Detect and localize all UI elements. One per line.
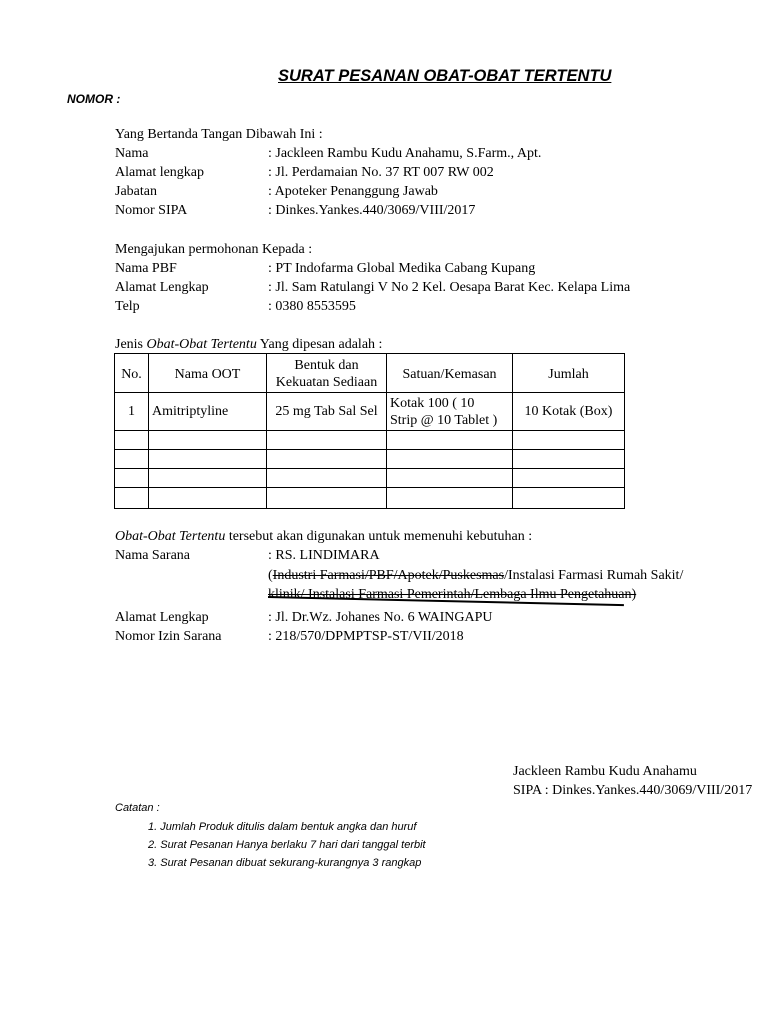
- nomor-label: NOMOR :: [67, 92, 121, 106]
- signatory-position-label: Jabatan: [115, 184, 157, 199]
- facility-address-label: Alamat Lengkap: [115, 610, 209, 625]
- item-qty: 10 Kotak (Box): [524, 404, 613, 419]
- item-name: Amitriptyline: [152, 404, 229, 419]
- usage-intro-suffix: tersebut akan digunakan untuk memenuhi kebutuhan :: [225, 529, 533, 544]
- order-intro-suffix: Yang dipesan adalah :: [256, 337, 383, 352]
- facility-type-open: (: [268, 568, 273, 583]
- item-no: 1: [128, 404, 135, 419]
- order-table: [114, 353, 625, 509]
- signature-sipa: SIPA : Dinkes.Yankes.440/3069/VIII/2017: [513, 783, 753, 798]
- signatory-position-value: : Apoteker Penanggung Jawab: [268, 184, 438, 199]
- note-item: 1. Jumlah Produk ditulis dalam bentuk angka dan huruf: [148, 821, 417, 833]
- order-intro-italic: Obat-Obat Tertentu: [146, 337, 257, 352]
- facility-type-rest: /Instalasi Farmasi Rumah Sakit/: [504, 568, 684, 583]
- usage-intro: [115, 527, 532, 546]
- item-unit-line2: Strip @ 10 Tablet ): [390, 413, 498, 428]
- signatory-address-value: : Jl. Perdamaian No. 37 RT 007 RW 002: [268, 165, 494, 180]
- note-item: 3. Surat Pesanan dibuat sekurang-kurangnya 3 rangkap: [148, 857, 422, 869]
- recipient-phone-label: Telp: [115, 299, 140, 314]
- signatory-name-label: Nama: [115, 146, 149, 161]
- document-title: SURAT PESANAN OBAT-OBAT TERTENTU: [278, 67, 612, 85]
- table-rule: [115, 449, 624, 450]
- signatory-intro: Yang Bertanda Tangan Dibawah Ini :: [115, 127, 323, 142]
- signature-name: Jackleen Rambu Kudu Anahamu: [513, 764, 697, 779]
- table-rule: [115, 392, 624, 393]
- signatory-address-label: Alamat lengkap: [115, 165, 205, 180]
- item-form: 25 mg Tab Sal Sel: [275, 404, 378, 419]
- signatory-name-value: : Jackleen Rambu Kudu Anahamu, S.Farm., Apt.: [268, 146, 542, 161]
- table-rule: [115, 430, 624, 431]
- facility-name-value: : RS. LINDIMARA: [268, 548, 380, 563]
- facility-type-line1: [268, 566, 684, 585]
- header-form-line1: Bentuk dan: [294, 358, 359, 373]
- note-item: 2. Surat Pesanan Hanya berlaku 7 hari dari tanggal terbit: [148, 839, 426, 851]
- signatory-sipa-label: Nomor SIPA: [115, 203, 188, 218]
- facility-type2-struck: klinik/ Instalasi Farmasi Pemerintah/Lembaga Ilmu Pengetahuan): [268, 587, 637, 602]
- item-unit: [387, 395, 512, 429]
- header-form: [267, 357, 386, 391]
- facility-permit-label: Nomor Izin Sarana: [115, 629, 222, 644]
- recipient-intro: Mengajukan permohonan Kepada :: [115, 242, 313, 257]
- recipient-name-value: : PT Indofarma Global Medika Cabang Kupang: [268, 261, 536, 276]
- order-intro-prefix: Jenis: [115, 337, 147, 352]
- header-form-line2: Kekuatan Sediaan: [275, 375, 378, 390]
- usage-intro-italic: Obat-Obat Tertentu: [115, 529, 226, 544]
- recipient-phone-value: : 0380 8553595: [268, 299, 356, 314]
- header-qty: Jumlah: [548, 367, 589, 382]
- table-rule: [115, 487, 624, 488]
- facility-type-struck: Industri Farmasi/PBF/Apotek/Puskesmas: [272, 568, 505, 583]
- recipient-address-label: Alamat Lengkap: [115, 280, 209, 295]
- recipient-address-value: : Jl. Sam Ratulangi V No 2 Kel. Oesapa Barat Kec. Kelapa Lima: [268, 280, 631, 295]
- notes-title: Catatan :: [115, 802, 160, 814]
- facility-permit-value: : 218/570/DPMPTSP-ST/VII/2018: [268, 629, 464, 644]
- recipient-name-label: Nama PBF: [115, 261, 177, 276]
- order-intro: [115, 335, 382, 354]
- table-rule: [115, 468, 624, 469]
- item-unit-line1: Kotak 100 ( 10: [390, 396, 475, 411]
- facility-address-value: : Jl. Dr.Wz. Johanes No. 6 WAINGAPU: [268, 610, 493, 625]
- signatory-sipa-value: : Dinkes.Yankes.440/3069/VIII/2017: [268, 203, 476, 218]
- facility-name-label: Nama Sarana: [115, 548, 191, 563]
- header-unit: Satuan/Kemasan: [402, 367, 497, 382]
- header-name: Nama OOT: [174, 367, 241, 382]
- header-no: No.: [121, 367, 142, 382]
